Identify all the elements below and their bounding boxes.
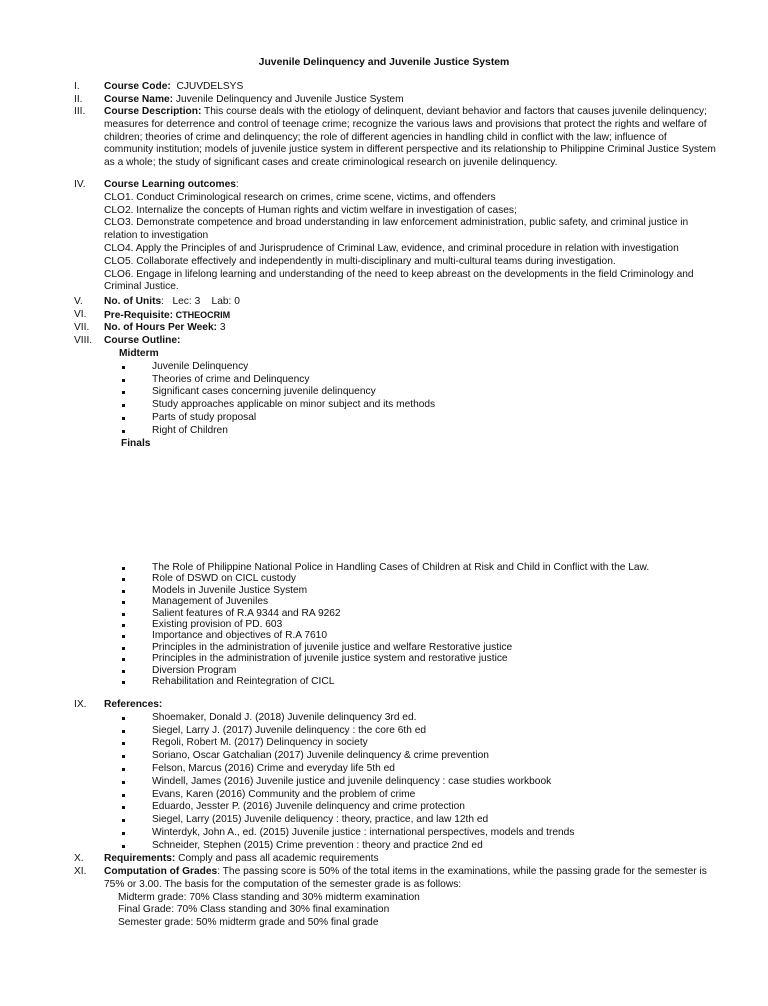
list-item: Significant cases concerning juvenile delinquency [104,386,714,399]
grade-line: Semester grade: 50% midterm grade and 50% final grade [118,917,379,929]
course-code: CJUVDELSYS [170,81,244,92]
document-title: Juvenile Delinquency and Juvenile Justice System [258,57,510,68]
section-units [74,296,714,309]
units-value: : Lec: 3 Lab: 0 [161,296,240,307]
hours-value: 3 [217,322,226,333]
section-course-outline [74,335,714,348]
section-number: VI. [74,309,87,320]
list-item: Evans, Karen (2016) Community and the problem of crime [104,789,714,802]
list-item: Study approaches applicable on minor subject and its methods [104,399,714,412]
list-item: Diversion Program [104,665,714,676]
section-course-name [74,94,714,107]
section-label: Course Code: [104,81,171,92]
list-item: Eduardo, Jesster P. (2016) Juvenile delinquency and crime protection [104,801,714,814]
section-course-description [74,106,716,170]
section-label: References: [104,699,163,710]
section-requirements [74,853,714,866]
clo-item: CLO6. Engage in lifelong learning and understanding of the need to keep abreast on the developments in the field Criminology and Criminal Justice. [104,268,694,293]
clo-item: CLO3. Demonstrate competence and broad understanding in law enforcement administration, public safety, and criminal justice in relation to investigation [104,217,689,242]
section-number: VIII. [74,335,93,346]
section-label: Course Outline: [104,335,181,346]
prerequisite-value: CTHEOCRIM [173,310,231,320]
section-number: VII. [74,322,90,333]
section-course-code [74,81,714,94]
section-label: No. of Units [104,296,162,307]
section-number: II. [74,94,83,105]
section-number: XI. [74,866,87,877]
list-item: Schneider, Stephen (2015) Crime prevention : theory and practice 2nd ed [104,840,714,853]
section-label: Computation of Grades [104,866,218,877]
list-item: Role of DSWD on CICL custody [104,573,714,584]
grade-line: Midterm grade: 70% Class standing and 30% midterm examination [118,891,420,903]
list-item: Theories of crime and Delinquency [104,374,714,387]
list-item: Parts of study proposal [104,412,714,425]
section-number: I. [74,81,80,92]
clo-item: CLO4. Apply the Principles of and Jurisprudence of Criminal Law, evidence, and criminal procedure in relation with investigation [104,242,679,254]
section-number: X. [74,853,84,864]
section-label: No. of Hours Per Week: [104,322,218,333]
finals-block [74,562,714,687]
course-description: This course deals with the etiology of delinquent, deviant behavior and factors that causes juvenile delinquency; measures for deterrence and control of teenage crime; recognize the various laws and provisions that protect the rights and welfare of children; theories of crime and delinquency; the role of different agencies in handling child in conflict with the law; influence of community institution; models of juvenile justice system in different perspective and its relationship to Philippine Criminal Justice System as a whole; the study of significant cases and create criminological research on juvenile delinquency. [104,106,716,169]
section-label: Requirements: [104,853,176,864]
list-item: Felson, Marcus (2016) Crime and everyday life 5th ed [104,763,714,776]
section-references [74,699,714,853]
list-item: Rehabilitation and Reintegration of CICL [104,676,714,687]
list-item: Existing provision of PD. 603 [104,619,714,630]
list-item: The Role of Philippine National Police in Handling Cases of Children at Risk and Child in Conflict with the Law. [104,562,714,573]
clo-item: CLO5. Collaborate effectively and independently in multi-disciplinary and multi-cultural teams during investigation. [104,255,616,267]
list-item: Shoemaker, Donald J. (2018) Juvenile delinquency 3rd ed. [104,712,714,725]
grades-description: : The passing score is 50% of the total items in the examinations, while the passing grade for the semester is 75% or 3.00. The basis for the computation of the semester grade is as follows: [104,866,707,890]
clo-item: CLO2. Internalize the concepts of Human rights and victim welfare in investigation of cases; [104,204,517,216]
list-item: Juvenile Delinquency [104,361,714,374]
list-item: Siegel, Larry (2015) Juvenile deliquency : theory, practice, and law 12th ed [104,814,714,827]
list-item: Models in Juvenile Justice System [104,585,714,596]
section-prerequisite [74,309,714,323]
list-item: Winterdyk, John A., ed. (2015) Juvenile justice : international perspectives, models and trends [104,827,714,840]
midterm-heading: Midterm [119,348,159,359]
section-number: IX. [74,699,87,710]
section-number: V. [74,296,83,307]
section-number: III. [74,106,86,117]
list-item: Soriano, Oscar Gatchalian (2017) Juvenile delinquency & crime prevention [104,750,714,763]
section-hours [74,322,714,335]
list-item: Principles in the administration of juvenile justice and welfare Restorative justice [104,642,714,653]
list-item: Regoli, Robert M. (2017) Delinquency in society [104,737,714,750]
list-item: Importance and objectives of R.A 7610 [104,630,714,641]
requirements-value: Comply and pass all academic requirements [175,853,379,864]
section-label: Course Learning outcomes [104,179,236,190]
list-item: Right of Children [104,425,714,438]
course-name: Juvenile Delinquency and Juvenile Justice System [173,94,404,105]
grade-line: Final Grade: 70% Class standing and 30% final examination [118,904,390,916]
list-item: Principles in the administration of juvenile justice system and restorative justice [104,653,714,664]
section-label: Course Name: [104,94,174,105]
list-item: Management of Juveniles [104,596,714,607]
list-item: Windell, James (2016) Juvenile justice and juvenile delinquency : case studies workbook [104,776,714,789]
list-item: Siegel, Larry J. (2017) Juvenile delinquency : the core 6th ed [104,725,714,738]
finals-heading: Finals [121,437,151,449]
section-computation-of-grades [74,866,716,930]
clo-item: CLO1. Conduct Criminological research on crimes, crime scene, victims, and offenders [104,191,496,203]
list-item: Salient features of R.A 9344 and RA 9262 [104,608,714,619]
section-number: IV. [74,179,86,190]
midterm-block [74,348,714,450]
section-label: Course Description: [104,106,202,117]
section-label: Pre-Requisite: [104,310,174,321]
section-learning-outcomes: IV. Course Learning outcomes: CLO1. Conduct Criminological research on crimes, crime scene, victims, and offenders CLO2. Internalize the concepts of Human rights and victim welfare in investigation of cases; CLO3. Demonstrate competence and broad understanding in law enforcement administration, public safety, and criminal justice in relation to investigation CLO4. Apply the Principles of and Jurisprudence of Criminal Law, evidence, and criminal procedure in relation with investigation CLO5. Collaborate effectively and independently in multi-disciplinary and multi-cultural teams during investigation. CLO6. Engage in lifelong learning and understanding of the need to keep abreast on the developments in the field Criminology and Criminal Justice. [74,179,714,294]
